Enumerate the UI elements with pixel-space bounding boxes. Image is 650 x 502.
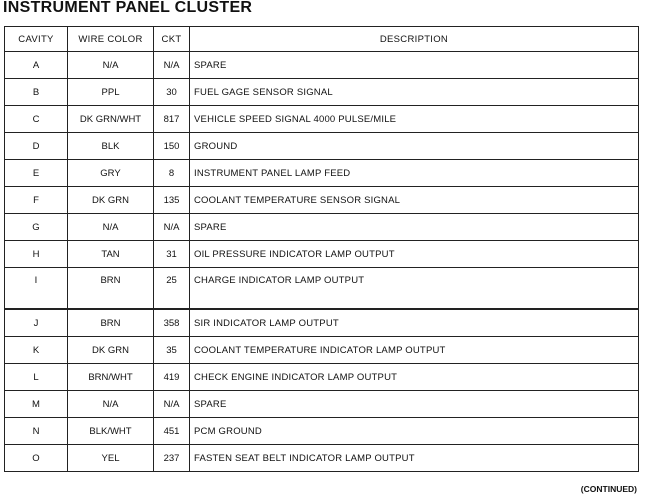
cell-wire-color: BRN/WHT <box>68 364 154 391</box>
cell-ckt: 135 <box>154 187 190 214</box>
cell-ckt: 150 <box>154 133 190 160</box>
table-row <box>5 418 639 445</box>
cell-ckt: 358 <box>154 309 190 337</box>
cell-cavity: E <box>5 160 68 187</box>
cell-cavity: D <box>5 133 68 160</box>
cell-cavity: I <box>5 268 68 310</box>
table-row <box>5 133 639 160</box>
cell-wire-color: GRY <box>68 160 154 187</box>
cell-ckt: 419 <box>154 364 190 391</box>
cell-description: COOLANT TEMPERATURE SENSOR SIGNAL <box>190 187 639 214</box>
table-row <box>5 160 639 187</box>
cell-cavity: B <box>5 79 68 106</box>
table-header-row <box>5 27 639 52</box>
cell-description: CHARGE INDICATOR LAMP OUTPUT <box>190 268 639 310</box>
cell-description: FASTEN SEAT BELT INDICATOR LAMP OUTPUT <box>190 445 639 472</box>
column-header-ckt: CKT <box>154 27 190 52</box>
cell-description: SPARE <box>190 52 639 79</box>
table-row <box>5 309 639 337</box>
table-row <box>5 79 639 106</box>
cell-ckt: 35 <box>154 337 190 364</box>
cell-wire-color: DK GRN <box>68 337 154 364</box>
cell-description: OIL PRESSURE INDICATOR LAMP OUTPUT <box>190 241 639 268</box>
cell-description: CHECK ENGINE INDICATOR LAMP OUTPUT <box>190 364 639 391</box>
table-row <box>5 337 639 364</box>
table-row <box>5 364 639 391</box>
column-header-description: DESCRIPTION <box>190 27 639 52</box>
cell-wire-color: BLK <box>68 133 154 160</box>
cell-wire-color: BLK/WHT <box>68 418 154 445</box>
cell-cavity: O <box>5 445 68 472</box>
table-row <box>5 187 639 214</box>
cell-ckt: 30 <box>154 79 190 106</box>
cell-cavity: L <box>5 364 68 391</box>
column-header-cavity: CAVITY <box>5 27 68 52</box>
cell-description: SPARE <box>190 214 639 241</box>
cell-wire-color: BRN <box>68 268 154 310</box>
page-title: INSTRUMENT PANEL CLUSTER <box>3 0 253 16</box>
table-row <box>5 52 639 79</box>
cell-ckt: 25 <box>154 268 190 310</box>
cell-ckt: 8 <box>154 160 190 187</box>
cell-description: VEHICLE SPEED SIGNAL 4000 PULSE/MILE <box>190 106 639 133</box>
cell-cavity: C <box>5 106 68 133</box>
cell-ckt: N/A <box>154 214 190 241</box>
cell-cavity: M <box>5 391 68 418</box>
table-row <box>5 391 639 418</box>
cell-wire-color: YEL <box>68 445 154 472</box>
cell-wire-color: TAN <box>68 241 154 268</box>
cell-wire-color: N/A <box>68 52 154 79</box>
cell-description: PCM GROUND <box>190 418 639 445</box>
cell-cavity: A <box>5 52 68 79</box>
cell-ckt: 237 <box>154 445 190 472</box>
cell-ckt: 817 <box>154 106 190 133</box>
connector-pinout-table <box>4 26 639 472</box>
cell-cavity: K <box>5 337 68 364</box>
table-row <box>5 241 639 268</box>
cell-description: GROUND <box>190 133 639 160</box>
continued-note: (CONTINUED) <box>580 484 637 494</box>
cell-cavity: J <box>5 309 68 337</box>
cell-ckt: N/A <box>154 391 190 418</box>
cell-description: FUEL GAGE SENSOR SIGNAL <box>190 79 639 106</box>
column-header-wire-color: WIRE COLOR <box>68 27 154 52</box>
cell-description: COOLANT TEMPERATURE INDICATOR LAMP OUTPUT <box>190 337 639 364</box>
cell-wire-color: N/A <box>68 214 154 241</box>
cell-ckt: N/A <box>154 52 190 79</box>
cell-wire-color: N/A <box>68 391 154 418</box>
cell-description: INSTRUMENT PANEL LAMP FEED <box>190 160 639 187</box>
cell-wire-color: DK GRN <box>68 187 154 214</box>
cell-cavity: H <box>5 241 68 268</box>
table-row <box>5 214 639 241</box>
cell-wire-color: BRN <box>68 309 154 337</box>
cell-description: SIR INDICATOR LAMP OUTPUT <box>190 309 639 337</box>
cell-description: SPARE <box>190 391 639 418</box>
cell-cavity: G <box>5 214 68 241</box>
cell-ckt: 451 <box>154 418 190 445</box>
cell-cavity: F <box>5 187 68 214</box>
cell-cavity: N <box>5 418 68 445</box>
table-row <box>5 106 639 133</box>
table-row <box>5 445 639 472</box>
cell-wire-color: DK GRN/WHT <box>68 106 154 133</box>
cell-wire-color: PPL <box>68 79 154 106</box>
table-row <box>5 268 639 310</box>
cell-ckt: 31 <box>154 241 190 268</box>
